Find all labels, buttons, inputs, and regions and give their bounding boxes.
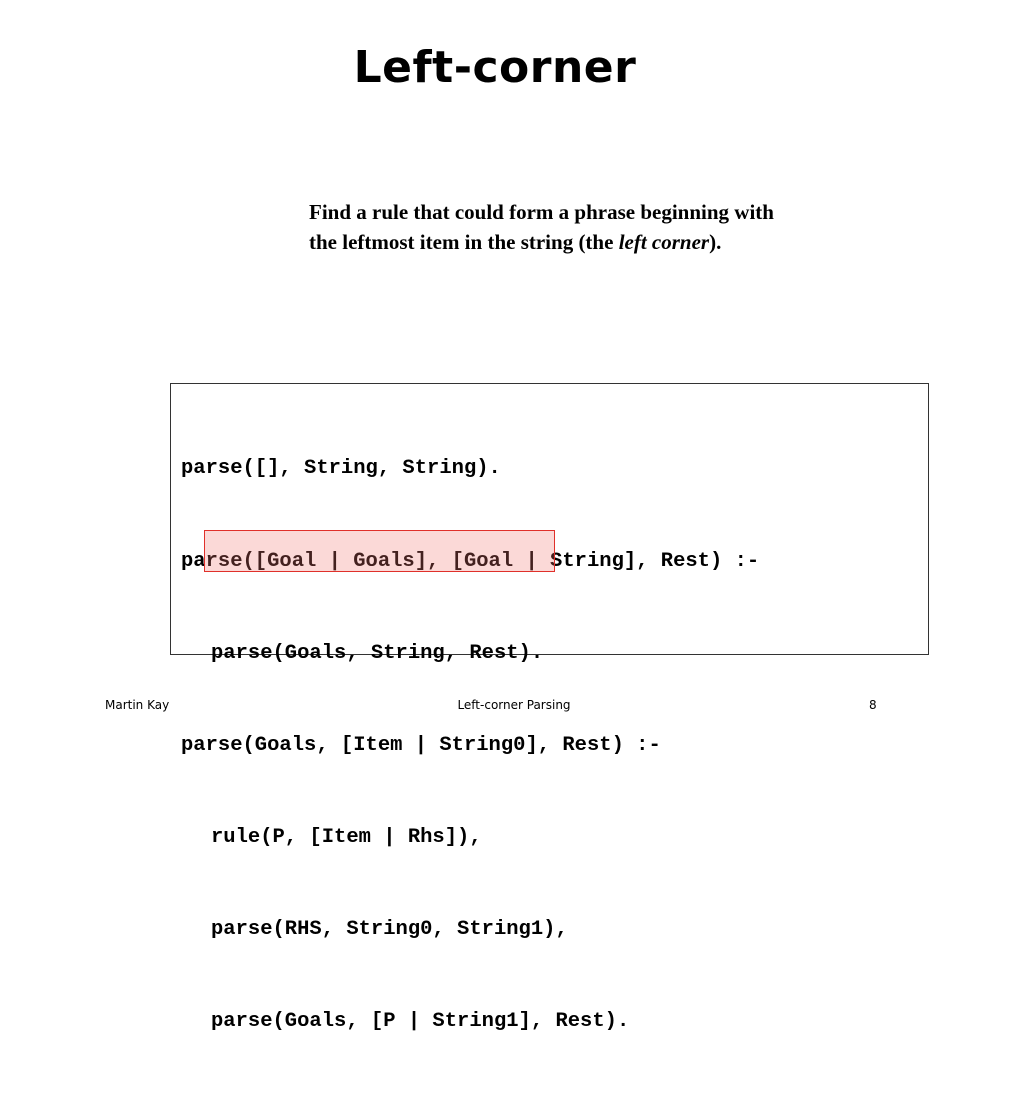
footer-author: Martin Kay	[105, 698, 170, 712]
code-line: rule(P, [Item | Rhs]),	[211, 825, 482, 849]
description-line-2-start: the leftmost item in the string (the	[309, 230, 619, 254]
slide-description	[309, 197, 909, 257]
footer-page-number: 8	[869, 698, 877, 712]
footer-title: Left-corner Parsing	[457, 698, 571, 712]
code-line: parse(Goals, [P | String1], Rest).	[211, 1010, 630, 1034]
code-line: parse([Goal | Goals], [Goal | String], Rest) :-	[181, 549, 760, 573]
code-highlight-box	[204, 530, 555, 572]
code-line-highlighted: parse(RHS, String0, String1),	[211, 917, 568, 941]
code-line: parse(Goals, [Item | String0], Rest) :-	[181, 733, 661, 757]
description-line-2-end: ).	[709, 230, 722, 254]
description-emphasis: left corner	[618, 230, 710, 254]
slide-title: Left-corner	[353, 42, 637, 93]
code-line: parse(Goals, String, Rest).	[211, 641, 544, 665]
description-line-1: Find a rule that could form a phrase beginning with	[309, 200, 774, 224]
code-line: parse([], String, String).	[181, 457, 501, 481]
code-listing	[181, 393, 759, 1099]
description-line-2	[309, 227, 909, 257]
